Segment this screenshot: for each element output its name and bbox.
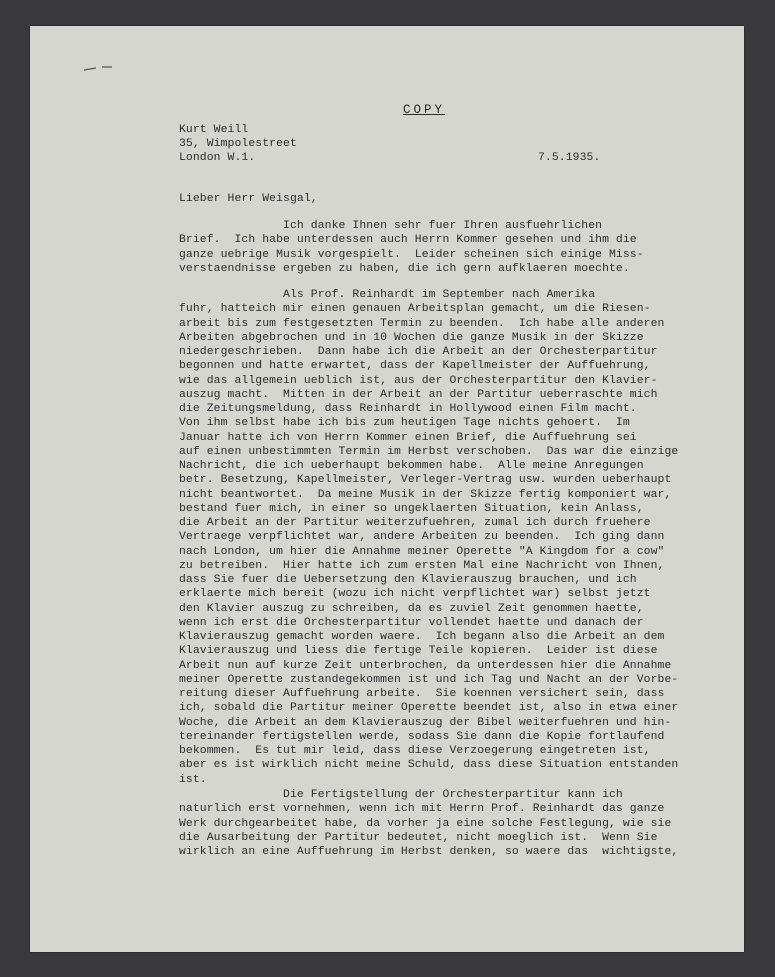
- text-line: begonnen und hatte erwartet, dass der Kapellmeister der Auffuehrung,: [179, 360, 651, 373]
- text-line: Vertraege verpflichtet war, andere Arbeiten zu beenden. Ich ging dann: [179, 531, 665, 544]
- text-line: Nachricht, die ich ueberhaupt bekommen habe. Alle meine Anregungen: [179, 460, 644, 472]
- text-line: tereinander fertigstellen werde, sodass Sie dann die Kopie fortlaufend: [179, 730, 665, 743]
- text-line: Brief. Ich habe unterdessen auch Herrn Kommer gesehen und ihm die: [179, 234, 637, 247]
- text-line: Januar hatte ich von Herrn Kommer einen Brief, die Auffuehrung sei: [179, 431, 637, 444]
- text-line: aber es ist wirklich nicht meine Schuld, dass diese Situation entstanden: [179, 759, 679, 772]
- text-line: zu betreiben. Hier hatte ich zum ersten Mal eine Nachricht von Ihnen,: [179, 559, 665, 572]
- text-line: bekommen. Es tut mir leid, dass diese Verzoegerung eingetreten ist,: [179, 745, 651, 757]
- text-line: reitung dieser Auffuehrung arbeite. Sie koennen versichert sein, dass: [179, 688, 665, 700]
- text-line: nicht beantwortet. Da meine Musik in der Skizze fertig komponiert war,: [179, 488, 672, 501]
- pencil-mark-icon: [82, 61, 138, 75]
- text-line: dass Sie fuer die Uebersetzung den Klavierauszug brauchen, und ich: [179, 574, 637, 586]
- text-line: Als Prof. Reinhardt im September nach Amerika: [179, 289, 596, 301]
- text-line: die Zeitungsmeldung, dass Reinhardt in Hollywood einen Film macht.: [179, 403, 637, 415]
- text-line: Die Fertigstellung der Orchesterpartitur kann ich: [179, 789, 623, 801]
- text-line: meiner Operette zustandegekommen ist und ich Tag und Nacht an der Vorbe-: [179, 673, 679, 686]
- sender-name: Kurt Weill: [179, 124, 249, 136]
- letter-page: [30, 26, 744, 952]
- text-line: Klavierauszug gemacht worden waere. Ich begann also die Arbeit an dem: [179, 631, 665, 643]
- text-line: erklaerte mich bereit (wozu ich nicht verpflichtet war) selbst jetzt: [179, 588, 651, 601]
- text-line: ist.: [179, 773, 207, 786]
- text-line: Arbeit nun auf kurze Zeit unterbrochen, da unterdessen hier die Annahme: [179, 659, 672, 672]
- letter-date: 7.5.1935.: [538, 152, 601, 164]
- text-line: bestand fuer mich, in einer so ungeklaerten Situation, kein Anlass,: [179, 502, 644, 515]
- text-line: wie das allgemein ueblich ist, aus der Orchesterpartitur den Klavier-: [179, 374, 658, 387]
- text-line: Woche, die Arbeit an dem Klavierauszug der Bibel weiterfuehren und hin-: [179, 716, 672, 729]
- sender-street: 35, Wimpolestreet: [179, 138, 297, 150]
- text-line: Ich danke Ihnen sehr fuer Ihren ausfuehrlichen: [179, 220, 603, 232]
- text-line: Klavierauszug und liess die fertige Teile kopieren. Leider ist diese: [179, 645, 658, 658]
- text-line: arbeit bis zum festgesetzten Termin zu beenden. Ich habe alle anderen: [179, 317, 665, 330]
- text-line: fuhr, hatteich mir einen genauen Arbeitsplan gemacht, um die Riesen-: [179, 303, 651, 316]
- text-line: die Ausarbeitung der Partitur bedeutet, nicht moeglich ist. Wenn Sie: [179, 831, 658, 844]
- text-line: niedergeschrieben. Dann habe ich die Arbeit an der Orchesterpartitur: [179, 346, 658, 358]
- text-line: Von ihm selbst habe ich bis zum heutigen Tage nichts gehoert. Im: [179, 417, 630, 430]
- text-line: nach London, um hier die Annahme meiner Operette "A Kingdom for a cow": [179, 545, 665, 558]
- text-line: auszug macht. Mitten in der Arbeit an der Partitur ueberraschte mich: [179, 388, 658, 401]
- copy-heading: COPY: [403, 103, 446, 117]
- text-line: ganze uebrige Musik vorgespielt. Leider scheinen sich einige Miss-: [179, 248, 644, 261]
- salutation: Lieber Herr Weisgal,: [179, 193, 318, 205]
- text-line: ich, sobald die Partitur meiner Operette beendet ist, also in etwa einer: [179, 702, 679, 715]
- text-line: verstaendnisse ergeben zu haben, die ich gern aufklaeren moechte.: [179, 262, 630, 275]
- text-line: Arbeiten abgebrochen und in 10 Wochen die ganze Musik in der Skizze: [179, 331, 644, 344]
- text-line: auf einen unbestimmten Termin im Herbst verschoben. Das war die einzige: [179, 445, 679, 458]
- text-line: den Klavier auszug zu schreiben, da es zuviel Zeit genommen haette,: [179, 602, 644, 615]
- text-line: Werk durchgearbeitet habe, da vorher ja eine solche Festlegung, wie sie: [179, 817, 672, 830]
- text-line: betr. Besetzung, Kapellmeister, Verleger-Vertrag usw. wurden ueberhaupt: [179, 474, 672, 487]
- text-line: wenn ich erst die Orchesterpartitur vollendet haette und danach der: [179, 616, 644, 629]
- text-line: wirklich an eine Auffuehrung im Herbst denken, so waere das wichtigste,: [179, 846, 679, 858]
- text-line: naturlich erst vornehmen, wenn ich mit Herrn Prof. Reinhardt das ganze: [179, 803, 665, 816]
- text-line: die Arbeit an der Partitur weiterzufuehren, zumal ich durch fruehere: [179, 517, 651, 529]
- sender-city: London W.1.: [179, 152, 256, 164]
